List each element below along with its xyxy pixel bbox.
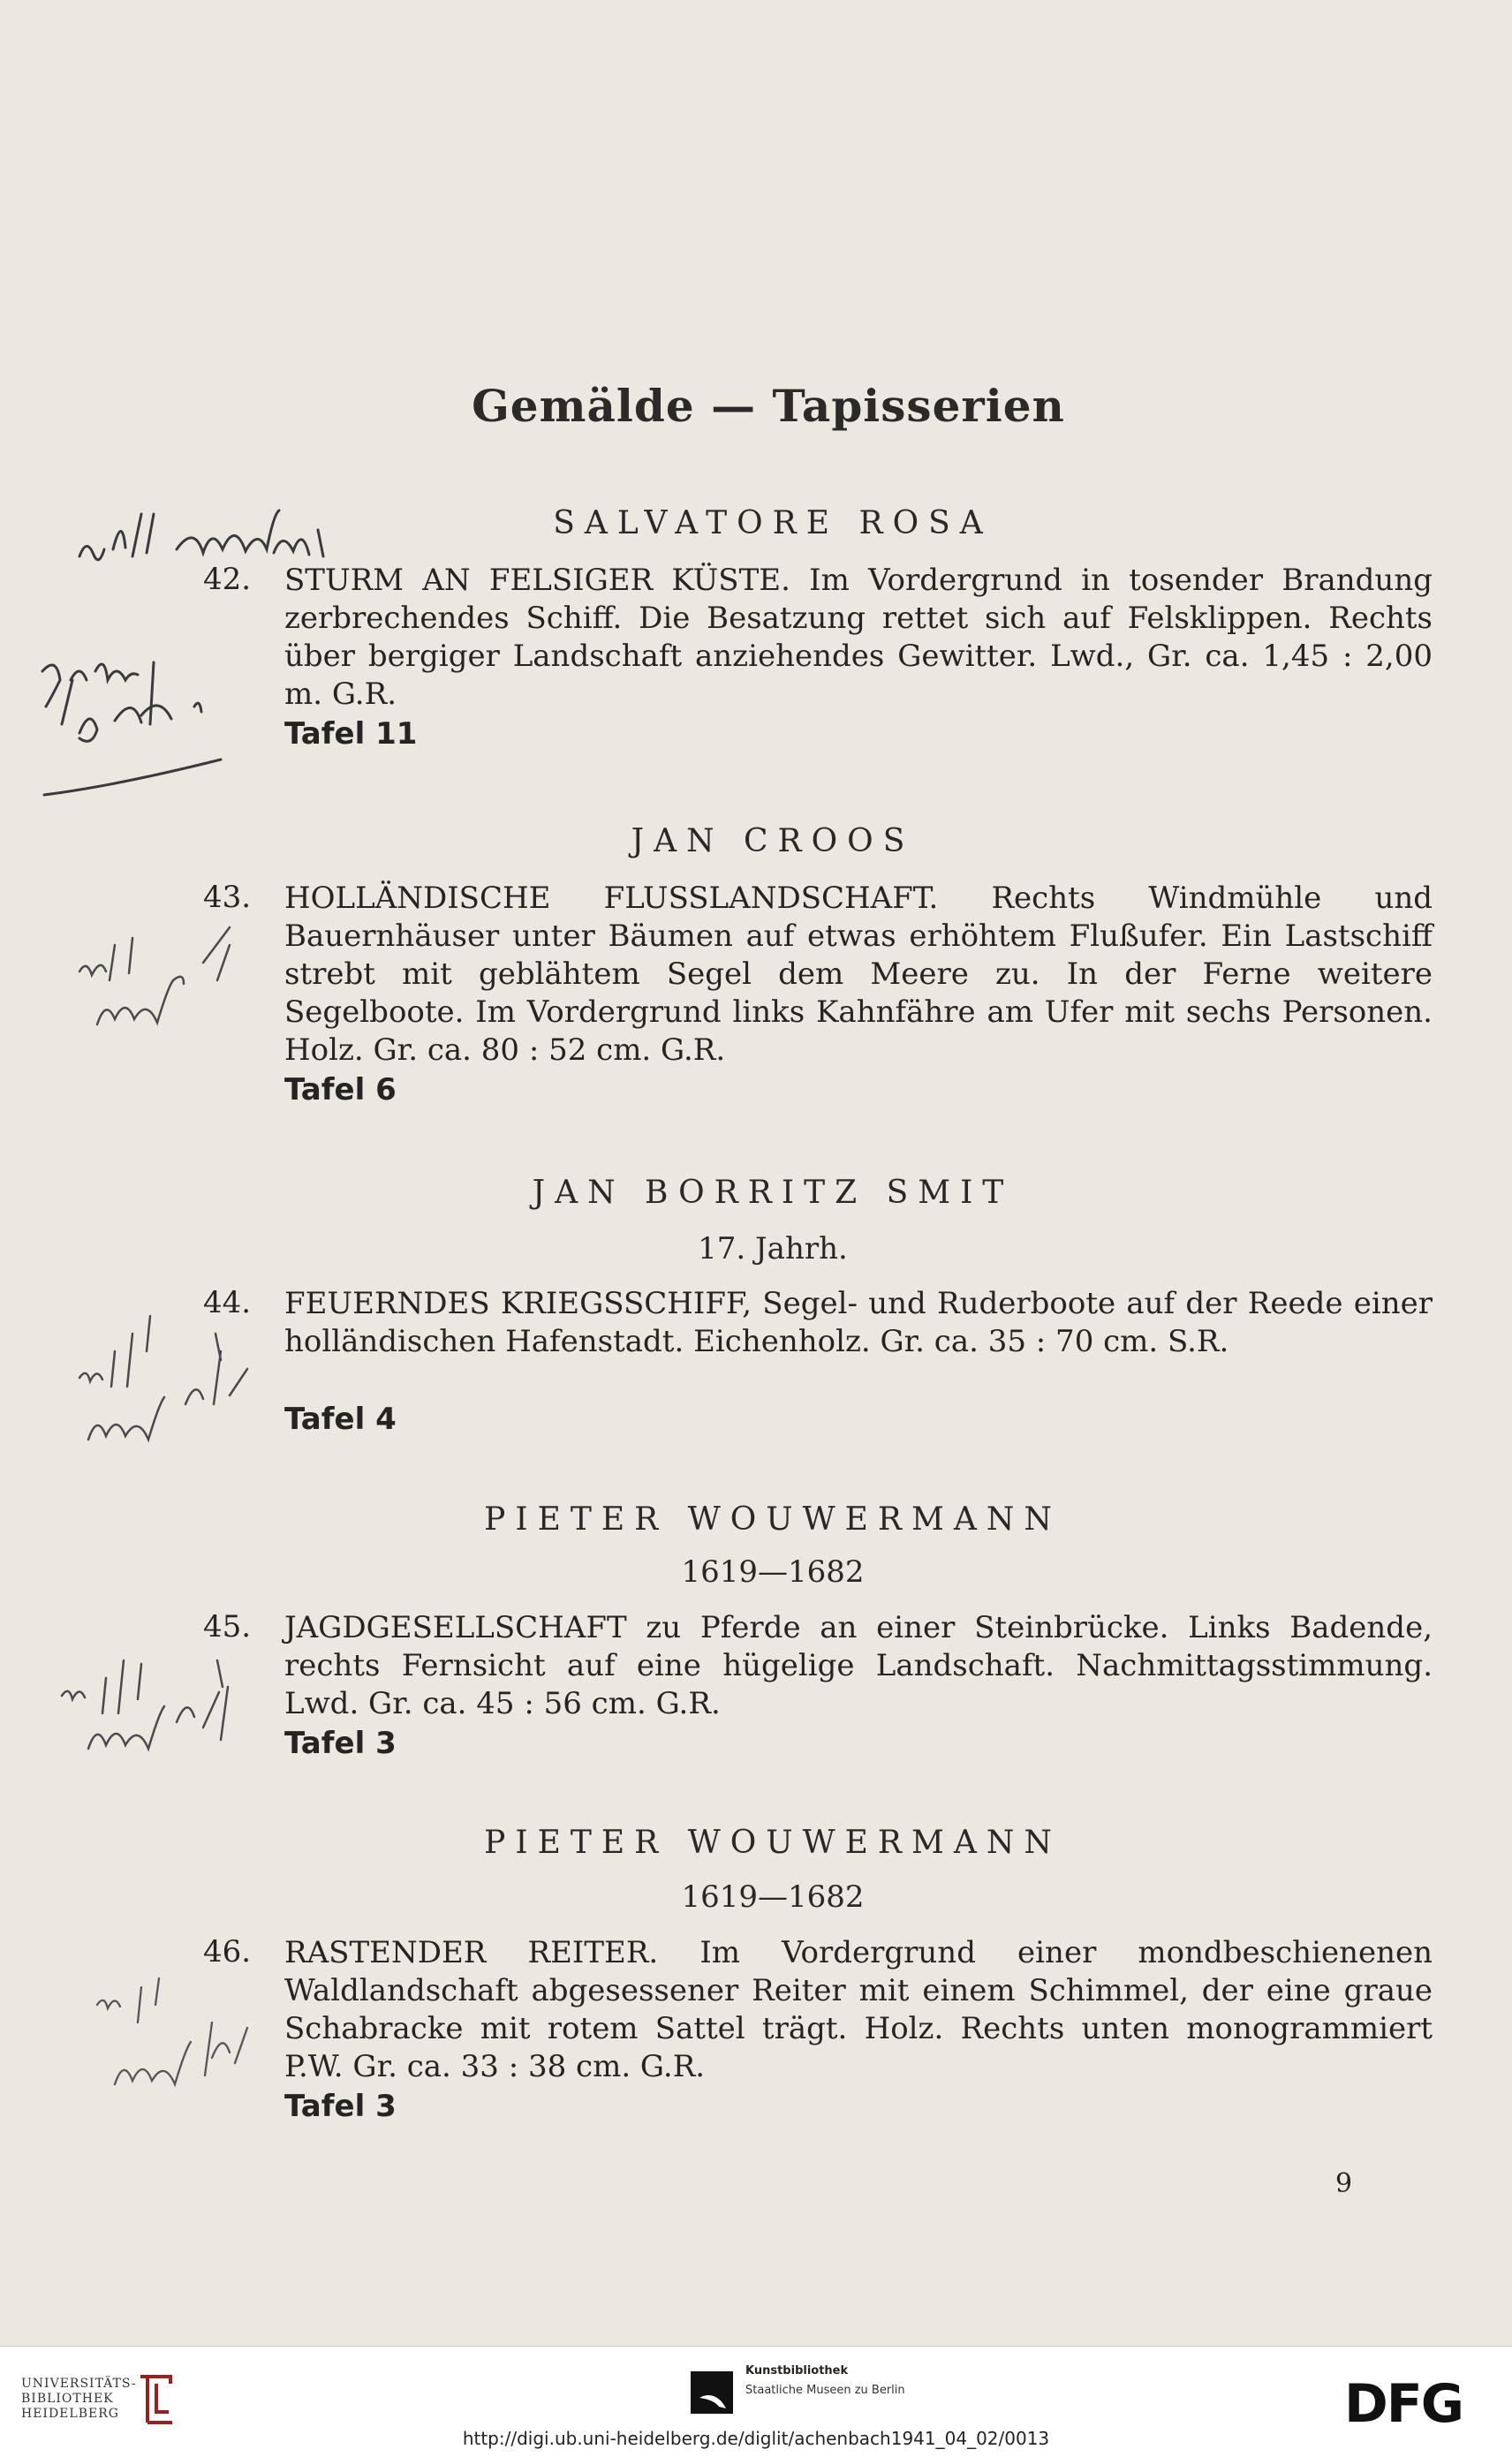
dfg-logo[interactable]: DFG (1344, 2373, 1463, 2435)
artist-heading: JAN CROOS (631, 823, 915, 859)
plate-reference: Tafel 6 (284, 1072, 397, 1108)
artist-heading: SALVATORE ROSA (553, 505, 993, 541)
entry-number: 46. (203, 1934, 252, 1969)
artist-heading: PIETER WOUWERMANN (484, 1825, 1062, 1861)
footer-bar (0, 2346, 1512, 2457)
entry-number: 45. (203, 1609, 252, 1644)
page-title: Gemälde — Tapisserien (472, 380, 1065, 432)
kunstbibliothek-subtitle: Staatliche Museen zu Berlin (745, 2384, 905, 2397)
kunstbibliothek-name: Kunstbibliothek (745, 2364, 849, 2378)
university-logo-line: BIBLIOTHEK (21, 2392, 114, 2406)
plate-reference: Tafel 3 (284, 2089, 397, 2124)
entry-number: 42. (203, 562, 252, 597)
handwritten-note (71, 919, 265, 1055)
entry-number: 44. (203, 1285, 252, 1320)
handwritten-note (26, 636, 238, 816)
entry-number: 43. (203, 880, 252, 915)
handwritten-note (71, 495, 442, 578)
artist-dates: 1619—1682 (681, 1554, 865, 1590)
entry-description: JAGDGESELLSCHAFT zu Pferde an einer Steinbrücke. Links Badende, rechts Fernsicht auf eine hügelige Landschaft. Nachmittagsstimmung. Lwd. Gr. ca. 45 : 56 cm. G.R. (284, 1610, 1433, 1721)
entry-description: STURM AN FELSIGER KÜSTE. Im Vordergrund in tosender Brandung zerbrechendes Schiff. Die Besatzung rettet sich auf Felsklippen. Rechts über bergiger Landschaft anziehendes Gewitter. Lwd., Gr. ca. 1,45 : 2,00 m. G.R. (284, 563, 1433, 712)
plate-reference: Tafel 4 (284, 1402, 397, 1437)
artist-heading: JAN BORRITZ SMIT (532, 1175, 1014, 1211)
kunstbibliothek-eagle-icon (691, 2371, 733, 2414)
entry-description: HOLLÄNDISCHE FLUSSLANDSCHAFT. Rechts Windmühle und Bauernhäuser unter Bäumen auf etwas erhöhtem Flußufer. Ein Lastschiff strebt mit geblähtem Segel dem Meere zu. In der Ferne weitere Segelboote. Im Vordergrund links Kahnfähre am Ufer mit sechs Personen. Holz. Gr. ca. 80 : 52 cm. G.R. (284, 881, 1433, 1068)
artist-dates: 17. Jahrh. (698, 1231, 848, 1266)
handwritten-note (71, 1298, 265, 1478)
university-logo-line: UNIVERSITÄTS- (21, 2377, 137, 2391)
source-url[interactable]: http://digi.ub.uni-heidelberg.de/diglit/achenbach1941_04_02/0013 (462, 2428, 1050, 2449)
artist-dates: 1619—1682 (681, 1879, 865, 1915)
artist-heading: PIETER WOUWERMANN (484, 1501, 1062, 1538)
page-number: 9 (1335, 2168, 1353, 2199)
plate-reference: Tafel 11 (284, 716, 418, 752)
university-mark-icon (137, 2371, 176, 2431)
handwritten-note (88, 1952, 283, 2132)
entry-description: RASTENDER REITER. Im Vordergrund einer mondbeschienenen Waldlandschaft abgesessener Reiter mit einem Schimmel, der eine graue Schabracke mit rotem Sattel trägt. Holz. Rechts unten monogrammiert P.W. Gr. ca. 33 : 38 cm. G.R. (284, 1935, 1433, 2084)
plate-reference: Tafel 3 (284, 1726, 397, 1761)
handwritten-note (53, 1625, 256, 1805)
entry-description: FEUERNDES KRIEGSSCHIFF, Segel- und Ruderboote auf der Reede einer holländischen Hafenstadt. Eichenholz. Gr. ca. 35 : 70 cm. S.R. (284, 1286, 1433, 1359)
university-logo-line: HEIDELBERG (21, 2407, 119, 2421)
